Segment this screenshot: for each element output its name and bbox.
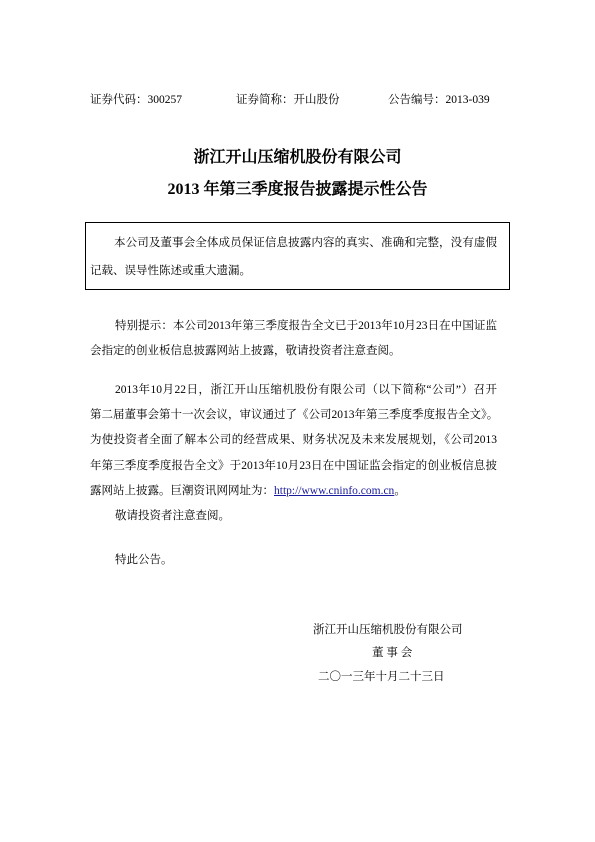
body-closing-line: 敬请投资者注意查阅。 [115,510,230,522]
body-line: 年第三季度季度报告全文》于2013年10月23日在中国证监会指定的创业板信息披 [90,460,497,472]
website-prefix: 露网站上披露。巨潮资讯网网址为： [90,485,274,497]
stock-abbreviation: 证券简称：开山股份 [236,94,340,106]
stock-code: 证券代码：300257 [90,94,182,106]
website-link[interactable]: http://www.cninfo.com.cn [274,485,395,497]
disclaimer-line: 记载、误导性陈述或重大遗漏。 [90,265,251,277]
disclaimer-line: 本公司及董事会全体成员保证信息披露内容的真实、准确和完整，没有虚假 [114,237,497,249]
body-line: 第二届董事会第十一次会议，审议通过了《公司2013年第三季度季度报告全文》。 [90,409,499,421]
disclaimer-box [85,222,510,290]
signature-company: 浙江开山压缩机股份有限公司 [313,624,463,636]
special-notice-line: 特别提示：本公司2013年第三季度报告全文已于2013年10月23日在中国证监 [115,320,497,332]
announcement-number: 公告编号：2013-039 [388,94,490,106]
special-notice-line: 会指定的创业板信息披露网站上披露，敬请投资者注意查阅。 [90,345,401,357]
body-line: 为使投资者全面了解本公司的经营成果、财务状况及未来发展规划，《公司2013 [90,434,497,446]
announcement-title: 2013 年第三季度报告披露提示性公告 [167,181,428,198]
website-line [90,483,497,499]
company-title: 浙江开山压缩机股份有限公司 [193,149,402,166]
website-suffix: 。 [394,485,406,497]
body-line: 2013年10月22日，浙江开山压缩机股份有限公司（以下简称“公司”）召开 [115,384,497,396]
signature-date: 二〇一三年十月二十三日 [318,671,445,683]
closing-statement: 特此公告。 [115,554,173,566]
signature-board: 董 事 会 [372,647,413,659]
